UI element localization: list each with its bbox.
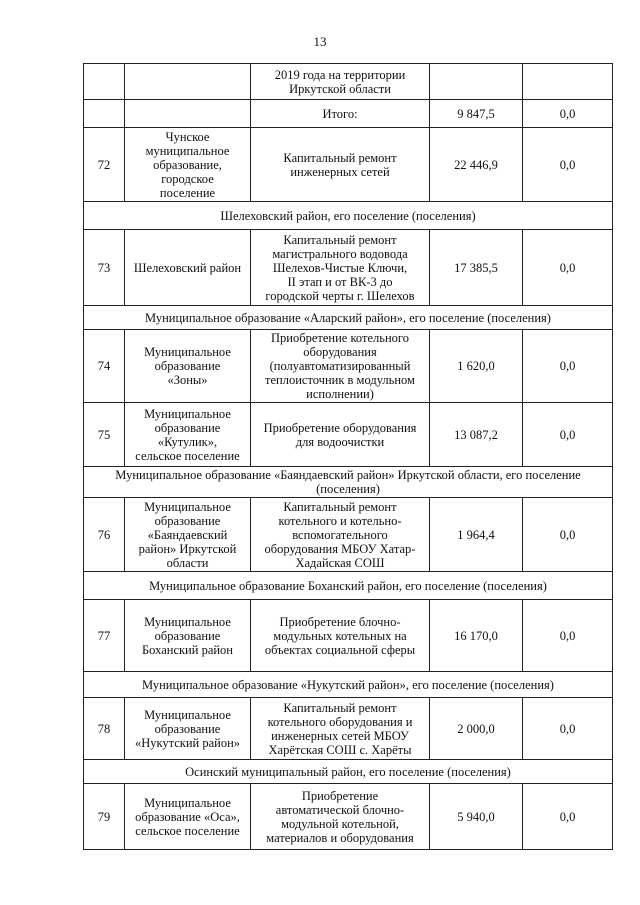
amount-cell: 13 087,2 bbox=[430, 403, 523, 467]
municipality-line: Муниципальное bbox=[144, 499, 231, 514]
project-name-line: вспомогательного bbox=[292, 527, 388, 542]
municipality-line: образование bbox=[154, 420, 221, 435]
cell-amount bbox=[430, 64, 523, 100]
project-name-line: магистрального водовода bbox=[272, 246, 408, 261]
project-name-line: Капитальный ремонт bbox=[283, 232, 397, 247]
amount-cell: 22 446,9 bbox=[430, 128, 523, 202]
project-name-cell bbox=[251, 128, 430, 202]
section-heading: Муниципальное образование «Баяндаевский район» Иркутской области, его поселение (поселения) bbox=[84, 467, 613, 498]
name-line: 2019 года на территории bbox=[274, 67, 406, 82]
municipality-line: Муниципальное bbox=[144, 707, 231, 722]
second-amount-cell: 0,0 bbox=[523, 600, 613, 672]
project-name-line: II этап и от ВК-3 до bbox=[287, 274, 393, 289]
project-name-line: Хадайская СОШ bbox=[295, 555, 385, 570]
municipality-line: «Зоны» bbox=[167, 373, 208, 387]
municipality-line: образование bbox=[154, 513, 221, 528]
row-number: 76 bbox=[84, 498, 125, 572]
table-row bbox=[84, 698, 613, 760]
row-number: 73 bbox=[84, 230, 125, 306]
project-name-line: модульной котельной, bbox=[281, 816, 399, 831]
project-name-cell bbox=[251, 784, 430, 850]
cell-municipality bbox=[125, 100, 251, 128]
section-heading: Осинский муниципальный район, его поселение (поселения) bbox=[84, 760, 613, 784]
cell-no bbox=[84, 64, 125, 100]
row-number: 75 bbox=[84, 403, 125, 467]
municipality-line: образование bbox=[154, 359, 221, 373]
project-name-line: Приобретение оборудования bbox=[263, 420, 417, 435]
table-row bbox=[84, 230, 613, 306]
municipality-line: Муниципальное bbox=[144, 406, 231, 421]
budget-table bbox=[83, 63, 613, 850]
amount-cell: 1 620,0 bbox=[430, 330, 523, 403]
section-row bbox=[84, 467, 613, 498]
project-name-cell bbox=[251, 600, 430, 672]
municipality-line: «Кутулик», bbox=[157, 434, 218, 449]
table-row bbox=[84, 600, 613, 672]
section-row bbox=[84, 306, 613, 330]
project-name-cell bbox=[251, 230, 430, 306]
municipality-cell bbox=[125, 403, 251, 467]
project-name-line: Капитальный ремонт bbox=[283, 499, 397, 514]
second-amount-cell: 0,0 bbox=[523, 230, 613, 306]
section-heading: Муниципальное образование «Аларский район», его поселение (поселения) bbox=[84, 306, 613, 330]
section-row bbox=[84, 760, 613, 784]
second-amount-cell: 0,0 bbox=[523, 784, 613, 850]
table-row bbox=[84, 498, 613, 572]
section-row bbox=[84, 572, 613, 600]
project-name-line: Приобретение bbox=[301, 788, 379, 803]
total-label: Итого: bbox=[251, 100, 430, 128]
row-number: 77 bbox=[84, 600, 125, 672]
second-amount-cell: 0,0 bbox=[523, 698, 613, 760]
municipality-cell bbox=[125, 784, 251, 850]
municipality-line: образование, bbox=[153, 157, 222, 172]
municipality-line: сельское поселение bbox=[135, 448, 240, 463]
project-name-cell bbox=[251, 403, 430, 467]
municipality-line: Боханский район bbox=[142, 642, 233, 657]
row-number: 72 bbox=[84, 128, 125, 202]
table-row bbox=[84, 403, 613, 467]
municipality-cell bbox=[125, 698, 251, 760]
project-name-line: для водоочистки bbox=[295, 434, 385, 449]
municipality-cell bbox=[125, 330, 251, 403]
section-heading: Муниципальное образование «Нукутский район», его поселение (поселения) bbox=[84, 672, 613, 698]
project-name-line: материалов и оборудования bbox=[266, 830, 414, 845]
municipality-line: Муниципальное bbox=[144, 795, 231, 810]
section-row bbox=[84, 672, 613, 698]
second-amount-cell: 0,0 bbox=[523, 128, 613, 202]
municipality-line: образование bbox=[154, 721, 221, 736]
project-name-line: инженерных сетей МБОУ bbox=[271, 728, 409, 743]
section-heading: Шелеховский район, его поселение (поселения) bbox=[84, 202, 613, 230]
project-name-line: объектах социальной сферы bbox=[264, 642, 416, 657]
cell-name bbox=[251, 64, 430, 100]
municipality-line: Муниципальное bbox=[144, 614, 231, 629]
municipality-line: поселение bbox=[159, 185, 216, 200]
project-name-cell bbox=[251, 498, 430, 572]
project-name-line: теплоисточник в модульном bbox=[265, 373, 415, 387]
cell-municipality bbox=[125, 64, 251, 100]
section-row bbox=[84, 202, 613, 230]
table-row bbox=[84, 128, 613, 202]
table-body bbox=[84, 64, 613, 850]
project-name-cell bbox=[251, 698, 430, 760]
municipality-line: области bbox=[166, 555, 209, 570]
project-name-line: инженерных сетей bbox=[290, 164, 390, 179]
project-name-line: котельного оборудования и bbox=[267, 714, 413, 729]
amount-cell: 17 385,5 bbox=[430, 230, 523, 306]
project-name-line: исполнении) bbox=[306, 387, 374, 401]
municipality-line: образование «Оса», bbox=[135, 809, 240, 824]
total-amount: 9 847,5 bbox=[430, 100, 523, 128]
table-row-continuation bbox=[84, 64, 613, 100]
municipality-cell bbox=[125, 498, 251, 572]
cell-second bbox=[523, 64, 613, 100]
project-name-line: модульных котельных на bbox=[273, 628, 407, 643]
row-number: 78 bbox=[84, 698, 125, 760]
second-amount-cell: 0,0 bbox=[523, 330, 613, 403]
municipality-line: сельское поселение bbox=[135, 823, 240, 838]
project-name-line: Капитальный ремонт bbox=[283, 150, 397, 165]
amount-cell: 1 964,4 bbox=[430, 498, 523, 572]
table-row bbox=[84, 330, 613, 403]
municipality-line: городское bbox=[161, 171, 214, 186]
table-row bbox=[84, 784, 613, 850]
municipality-line: Шелеховский район bbox=[133, 260, 242, 275]
municipality-cell bbox=[125, 230, 251, 306]
municipality-line: «Нукутский район» bbox=[134, 735, 241, 750]
municipality-line: образование bbox=[154, 628, 221, 643]
project-name-line: (полуавтоматизированный bbox=[269, 359, 411, 373]
table-row-total bbox=[84, 100, 613, 128]
municipality-cell bbox=[125, 128, 251, 202]
project-name-line: оборудования МБОУ Хатар- bbox=[264, 541, 416, 556]
project-name-line: Приобретение блочно- bbox=[279, 614, 401, 629]
second-amount-cell: 0,0 bbox=[523, 403, 613, 467]
second-amount-cell: 0,0 bbox=[523, 498, 613, 572]
project-name-line: котельного и котельно- bbox=[278, 513, 402, 528]
section-heading: Муниципальное образование Боханский район, его поселение (поселения) bbox=[84, 572, 613, 600]
municipality-line: «Баяндаевский bbox=[147, 527, 228, 542]
amount-cell: 16 170,0 bbox=[430, 600, 523, 672]
municipality-line: Муниципальное bbox=[144, 345, 231, 359]
municipality-line: район» Иркутской bbox=[138, 541, 237, 556]
row-number: 79 bbox=[84, 784, 125, 850]
project-name-line: Приобретение котельного bbox=[271, 331, 409, 345]
project-name-line: Шелехов-Чистые Ключи, bbox=[272, 260, 408, 275]
municipality-cell bbox=[125, 600, 251, 672]
total-second: 0,0 bbox=[523, 100, 613, 128]
project-name-line: автоматической блочно- bbox=[275, 802, 405, 817]
page-number: 13 bbox=[313, 34, 327, 49]
project-name-line: Харётская СОШ с. Харёты bbox=[268, 742, 412, 757]
amount-cell: 2 000,0 bbox=[430, 698, 523, 760]
municipality-line: муниципальное bbox=[145, 143, 230, 158]
project-name-cell bbox=[251, 330, 430, 403]
amount-cell: 5 940,0 bbox=[430, 784, 523, 850]
cell-no bbox=[84, 100, 125, 128]
project-name-line: городской черты г. Шелехов bbox=[265, 288, 415, 303]
project-name-line: оборудования bbox=[303, 345, 377, 359]
row-number: 74 bbox=[84, 330, 125, 403]
municipality-line: Чунское bbox=[165, 129, 210, 144]
name-line: Иркутской области bbox=[289, 81, 391, 96]
project-name-line: Капитальный ремонт bbox=[283, 700, 397, 715]
